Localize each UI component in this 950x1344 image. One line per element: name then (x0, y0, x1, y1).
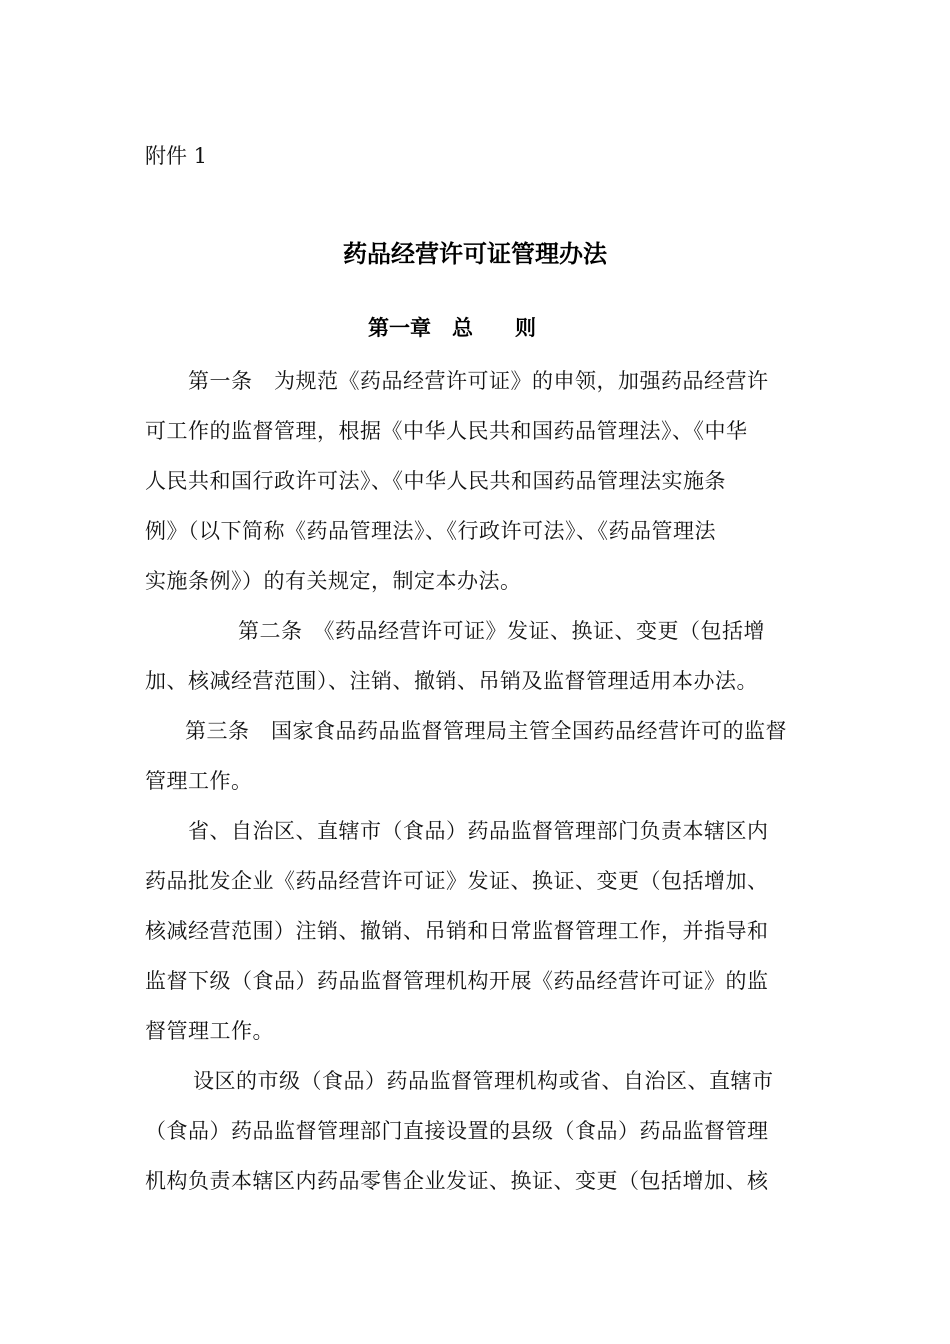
paragraph-line: 第一条 为规范《药品经营许可证》的申领，加强药品经营许 (188, 369, 769, 393)
paragraph-line: 加、核减经营范围）、注销、撤销、吊销及监督管理适用本办法。 (145, 669, 758, 693)
paragraph-line: 实施条例》）的有关规定，制定本办法。 (145, 569, 522, 593)
paragraph-line: 设区的市级（食品）药品监督管理机构或省、自治区、直辖市 (193, 1069, 774, 1093)
paragraph-line: （食品）药品监督管理部门直接设置的县级（食品）药品监督管理 (145, 1119, 769, 1143)
paragraph-line: 管理工作。 (145, 769, 253, 793)
chapter-heading: 第一章 总 则 (368, 316, 536, 340)
paragraph-line: 人民共和国行政许可法》、《中华人民共和国药品管理法实施条 (145, 469, 726, 493)
attachment-label: 附件 1 (145, 144, 208, 168)
paragraph-line: 机构负责本辖区内药品零售企业发证、换证、变更（包括增加、核 (145, 1169, 769, 1193)
paragraph-line: 监督下级（食品）药品监督管理机构开展《药品经营许可证》的监 (145, 969, 769, 993)
paragraph-line: 督管理工作。 (145, 1019, 274, 1043)
paragraph-line: 例》（以下简称《药品管理法》、《行政许可法》、《药品管理法 (145, 519, 716, 543)
paragraph-line: 可工作的监督管理，根据《中华人民共和国药品管理法》、《中华 (145, 419, 748, 443)
paragraph-line: 核减经营范围）注销、撤销、吊销和日常监督管理工作，并指导和 (145, 919, 769, 943)
paragraph-line: 省、自治区、直辖市（食品）药品监督管理部门负责本辖区内 (188, 819, 769, 843)
paragraph-line: 第二条 《药品经营许可证》发证、换证、变更（包括增 (238, 619, 765, 643)
paragraph-line: 第三条 国家食品药品监督管理局主管全国药品经营许可的监督 (185, 719, 787, 743)
document-title: 药品经营许可证管理办法 (343, 240, 607, 268)
paragraph-line: 药品批发企业《药品经营许可证》发证、换证、变更（包括增加、 (145, 869, 769, 893)
